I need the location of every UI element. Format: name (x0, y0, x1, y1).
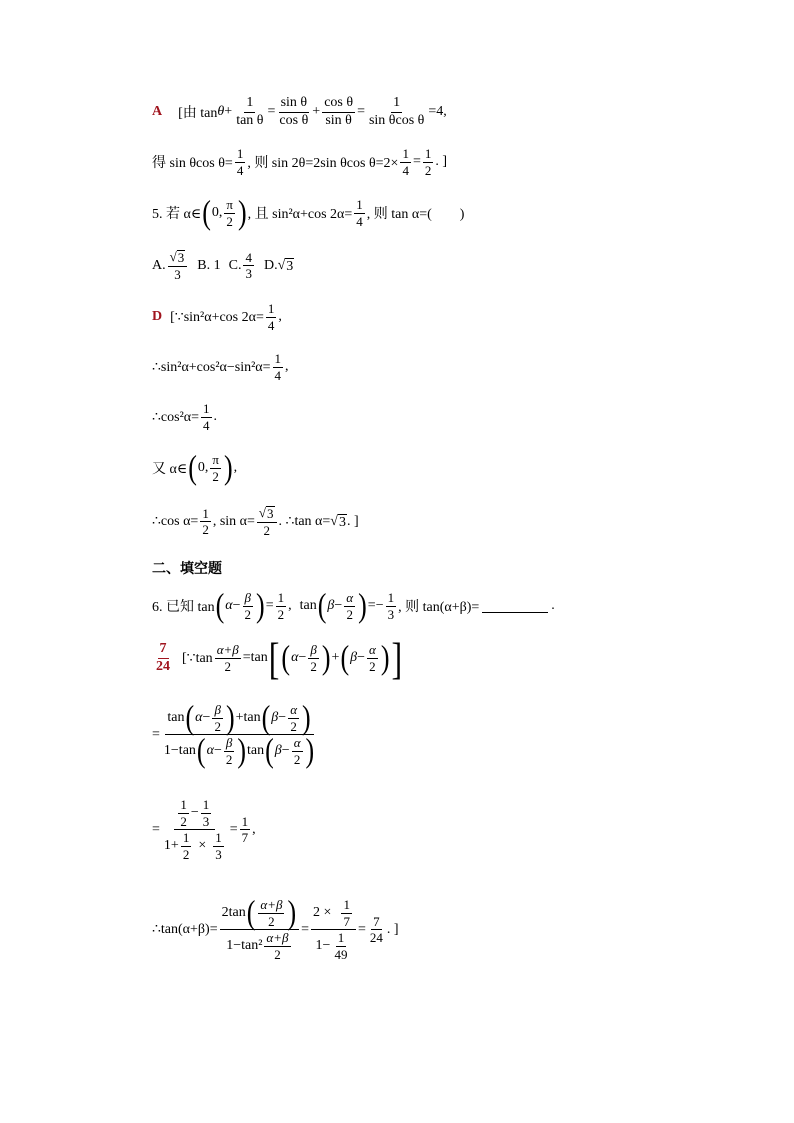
paren: ) (237, 193, 247, 232)
text: , (233, 460, 238, 476)
paren: ) (223, 448, 233, 487)
symbol: = (412, 154, 421, 170)
text: , (278, 309, 282, 325)
solution-line-1 (152, 96, 447, 128)
fraction: tan ( α − $\frac{\beta}{2}$ ) + tan ( β − $\frac{\alpha}{2}$ ) 1−tan ( α − $\frac{\beta}{2}$ ) tan ( β − $\frac{\alpha}{2}$ ) (163, 698, 315, 770)
question-text: 5. 若 α∈ (152, 207, 202, 223)
symbol: = (357, 104, 365, 120)
paren: ( (202, 193, 211, 232)
fraction: $\frac{1}{4}$ (267, 301, 275, 333)
fraction: $\frac{1}{4}$ (203, 401, 210, 433)
fraction: $\frac{1}{2}$ (424, 146, 432, 178)
fraction: √ 3 2 (257, 506, 277, 538)
solution-6-line-4: ∴tan(α+β)= 2tan ( α+β 2 ) 1−tan² α+β 2 = 2 × 1 7 1− $\frac{1}{49}$ = $\frac{7}{24}$ . ] (152, 893, 399, 962)
fraction: $\frac{1}{4}$ (356, 197, 363, 229)
fraction: 1 2 − $\frac{1}{3}$ 1+ $\frac{1}{2}$ × $\frac{1}{3}$ (163, 797, 222, 862)
answer-blank (482, 600, 548, 613)
paren: ( (188, 448, 197, 487)
option-b: B. 1 (197, 257, 221, 273)
sqrt: √ 3 (330, 513, 346, 530)
text: , 则 tan α=( ) (366, 207, 465, 223)
question-text: 6. 已知 tan (152, 600, 215, 616)
text: , 则 sin 2θ=2sin θcos θ=2× (247, 156, 399, 172)
answer-letter: A (152, 104, 163, 120)
solution-5-line-5 (152, 506, 359, 538)
text: . ] (346, 513, 359, 529)
solution-5-line-2 (152, 352, 289, 382)
option-a: A. (152, 257, 166, 273)
fraction: √ 3 3 (168, 250, 188, 282)
text: , 且 sin²α+cos 2α= (247, 207, 353, 223)
fraction: $\frac{1}{4}$ (402, 146, 409, 178)
text: 得 sin θcos θ= (152, 156, 233, 172)
text: . ] (435, 154, 448, 170)
text: 又 α∈ (152, 462, 188, 478)
text: 0, (211, 205, 223, 221)
fraction: π 2 (226, 197, 233, 229)
question-5 (152, 193, 465, 232)
text: 0, (197, 460, 209, 476)
solution-5-line-3 (152, 402, 217, 432)
symbol: = (267, 104, 276, 120)
text: , sin α= (212, 513, 255, 529)
solution-5-line-4 (152, 448, 238, 487)
fraction: 2 × 1 7 1− $\frac{1}{49}$ (311, 898, 356, 962)
fraction: 2tan ( α+β 2 ) 1−tan² α+β 2 (220, 898, 300, 962)
symbol: + (224, 104, 233, 120)
fraction: π 2 (212, 452, 219, 484)
fraction: $\frac{\text{sin θ}}{\text{cos θ}}$ (279, 95, 309, 128)
text: . ∴tan α= (278, 514, 331, 530)
question-6: 6. 已知 tan ( α − $\frac{\beta}{2}$ ) = $\frac{1}{2}$ , tan ( β − $\frac{\alpha}{2}$ ) =− $\frac{1}{3}$ , 则 tan(α+β)= . (152, 586, 555, 625)
answer-letter: D (152, 309, 163, 325)
text: [∵sin²α+cos 2α= (170, 309, 264, 325)
text: ∴sin²α+cos²α−sin²α= (152, 359, 271, 375)
solution-6-line-3: = 1 2 − $\frac{1}{3}$ 1+ $\frac{1}{2}$ × $\frac{1}{3}$ = $\frac{1}{7}$ , (152, 797, 256, 862)
section-heading: 二、填空题 (152, 561, 222, 577)
fraction: $\frac{\text{cos θ}}{\text{sin θ}}$ (324, 95, 354, 128)
sqrt: √ 3 (277, 257, 294, 274)
solution-6-line-1: 7 24 [∵tan $\frac{\alpha+\beta}{2}$ =tan [ ( α − $\frac{\beta}{2}$ ) + ( β − $\frac{\alpha}{2}$ ) ] (156, 632, 403, 684)
option-c: C. (228, 257, 242, 273)
solution-line-2 (152, 147, 447, 177)
symbol: θ (217, 104, 225, 120)
answer-fraction: 7 24 (156, 641, 170, 674)
solution-6-line-2: = tan ( α − $\frac{\beta}{2}$ ) + tan ( β − $\frac{\alpha}{2}$ ) 1−tan ( α − $\frac{\beta}{2}$ ) tan ( β − $\frac{\alpha}{2}$ ) (152, 703, 319, 767)
text: [由 tan (178, 106, 218, 122)
question-5-options (152, 250, 294, 282)
fraction: $\frac{1}{\text{sin θcos θ}}$ (368, 95, 425, 128)
fraction: 4 3 (245, 249, 252, 282)
text: , (285, 359, 289, 375)
option-d: D. (263, 257, 278, 273)
fraction: $\frac{1}{\text{tan θ}}$ (236, 95, 264, 128)
text: ∴cos²α= (152, 409, 199, 425)
text: ∴cos α= (152, 514, 199, 530)
text: , 则 tan(α+β)= (398, 600, 480, 616)
text: =4, (428, 104, 447, 120)
fraction: $\frac{1}{4}$ (274, 351, 282, 383)
text: . (213, 409, 217, 425)
symbol: + (312, 104, 321, 120)
fraction: $\frac{1}{2}$ (202, 505, 209, 538)
solution-5-line-1 (152, 302, 282, 332)
fraction: $\frac{1}{4}$ (236, 146, 244, 178)
